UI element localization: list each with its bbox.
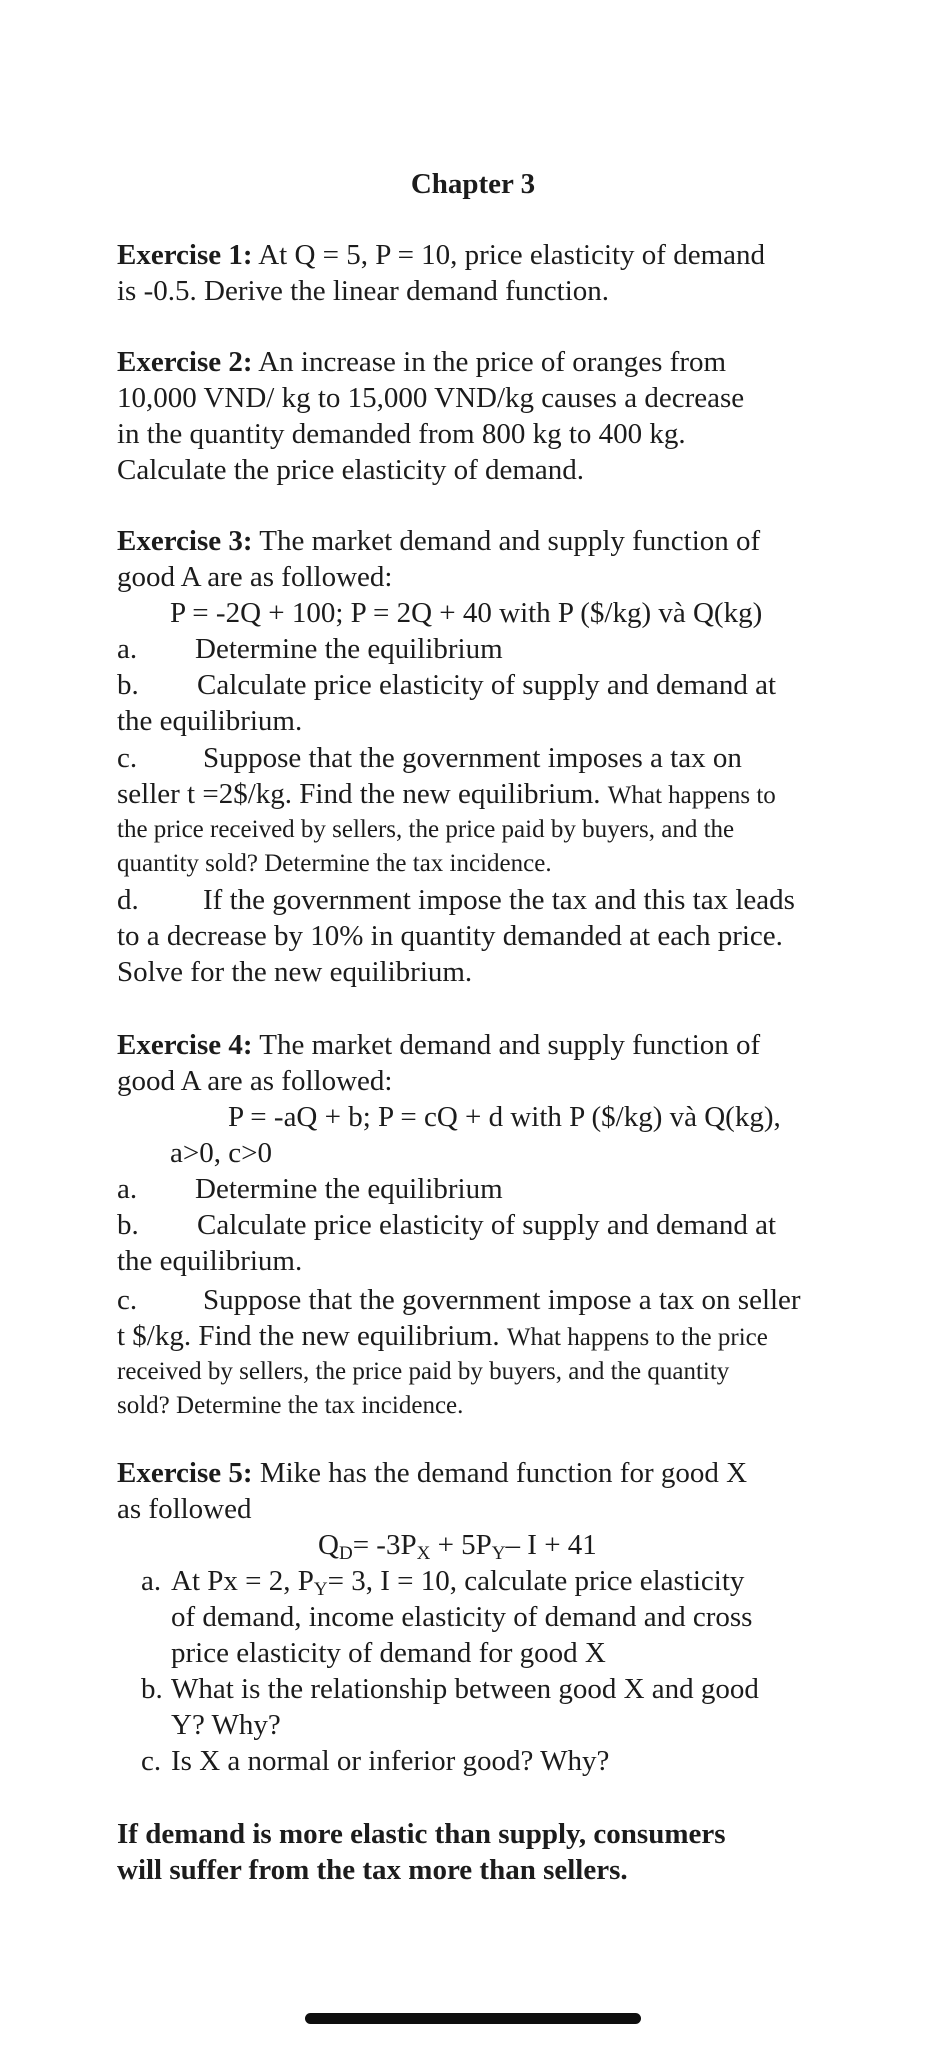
ex3-line-2: good A are as followed: bbox=[117, 561, 393, 593]
ex3-item-a: a. Determine the equilibrium bbox=[117, 633, 503, 665]
ex5-equation: $Q_D= -3P_X + 5P_Y-$ I + 41 bbox=[318, 1529, 597, 1564]
ex5-a-marker: a. bbox=[141, 1565, 162, 1597]
ex3-label: Exercise 3: bbox=[117, 525, 253, 557]
ex4-constraints: a>0, c>0 bbox=[170, 1137, 272, 1169]
ex3-item-c: c. Suppose that the government imposes a tax on bbox=[117, 742, 742, 774]
ex4-a-marker: a. bbox=[117, 1173, 138, 1205]
ex3-item-b-cont: the equilibrium. bbox=[117, 705, 303, 737]
ex4-b-marker: b. bbox=[117, 1209, 139, 1241]
ex5-item-a: a. At Px = 2, $P_Y= 3$, I = 10, calculate price elasticity bbox=[141, 1565, 745, 1600]
ex4-item-b-cont: the equilibrium. bbox=[117, 1245, 303, 1277]
ex4-line-1: Exercise 4: The market demand and supply function of bbox=[117, 1029, 761, 1061]
ex2-line-4: Calculate the price elasticity of demand. bbox=[117, 454, 585, 486]
ex5-item-a-line-2: of demand, income elasticity of demand and cross bbox=[171, 1601, 753, 1633]
ex3-item-d: d. If the government impose the tax and this tax leads bbox=[117, 884, 795, 916]
home-indicator-bar[interactable] bbox=[305, 2013, 641, 2024]
ex5-c-marker: c. bbox=[141, 1745, 162, 1777]
ex3-d-marker: d. bbox=[117, 884, 139, 916]
ex3-a-marker: a. bbox=[117, 633, 138, 665]
ex4-item-c: c. Suppose that the government impose a tax on seller bbox=[117, 1284, 801, 1316]
ex1-line-2: is -0.5. Derive the linear demand function. bbox=[117, 275, 610, 307]
ex1-line-1: Exercise 1: At Q = 5, P = 10, price elasticity of demand bbox=[117, 239, 766, 271]
ex3-c-marker: c. bbox=[117, 742, 138, 774]
ex3-equation: P = -2Q + 100; P = 2Q + 40 with P ($/kg) và Q(kg) bbox=[170, 597, 763, 629]
ex5-label: Exercise 5: bbox=[117, 1457, 253, 1489]
ex3-item-d-line-3: Solve for the new equilibrium. bbox=[117, 956, 473, 988]
ex3-item-c-line-3: the price received by sellers, the price paid by buyers, and the bbox=[117, 816, 735, 843]
note-line-2: will suffer from the tax more than sellers. bbox=[117, 1854, 628, 1886]
ex5-line-2: as followed bbox=[117, 1493, 252, 1525]
ex2-line-1: Exercise 2: An increase in the price of oranges from bbox=[117, 346, 727, 378]
ex4-c-marker: c. bbox=[117, 1284, 138, 1316]
ex5-line-1: Exercise 5: Mike has the demand function for good X bbox=[117, 1457, 748, 1489]
ex4-item-a: a. Determine the equilibrium bbox=[117, 1173, 503, 1205]
ex4-equation: P = -aQ + b; P = cQ + d with P ($/kg) và Q(kg), bbox=[228, 1101, 781, 1133]
ex3-item-c-line-2: seller t =2$/kg. Find the new equilibrium. What happens to bbox=[117, 778, 776, 810]
ex5-item-c: c. Is X a normal or inferior good? Why? bbox=[141, 1745, 610, 1777]
ex5-item-b-line-2: Y? Why? bbox=[171, 1709, 281, 1741]
ex4-line-2: good A are as followed: bbox=[117, 1065, 393, 1097]
ex4-item-c-line-2: t $/kg. Find the new equilibrium. What happens to the price bbox=[117, 1320, 768, 1352]
ex4-item-c-line-4: sold? Determine the tax incidence. bbox=[117, 1392, 464, 1419]
ex4-label: Exercise 4: bbox=[117, 1029, 253, 1061]
ex4-item-c-line-3: received by sellers, the price paid by buyers, and the quantity bbox=[117, 1358, 730, 1385]
ex2-line-2: 10,000 VND/ kg to 15,000 VND/kg causes a decrease bbox=[117, 382, 745, 414]
ex3-item-d-line-2: to a decrease by 10% in quantity demanded at each price. bbox=[117, 920, 783, 952]
ex3-b-marker: b. bbox=[117, 669, 139, 701]
ex5-b-marker: b. bbox=[141, 1673, 163, 1705]
ex3-item-b: b. Calculate price elasticity of supply and demand at bbox=[117, 669, 776, 701]
ex5-item-a-line-3: price elasticity of demand for good X bbox=[171, 1637, 606, 1669]
ex2-label: Exercise 2: bbox=[117, 346, 253, 378]
ex5-item-b: b. What is the relationship between good X and good bbox=[141, 1673, 759, 1705]
ex3-line-1: Exercise 3: The market demand and supply function of bbox=[117, 525, 761, 557]
ex4-item-b: b. Calculate price elasticity of supply and demand at bbox=[117, 1209, 776, 1241]
ex2-line-3: in the quantity demanded from 800 kg to 400 kg. bbox=[117, 418, 686, 450]
ex1-label: Exercise 1: bbox=[117, 239, 253, 271]
ex3-item-c-line-4: quantity sold? Determine the tax incidence. bbox=[117, 850, 552, 877]
chapter-title: Chapter 3 bbox=[410, 168, 536, 200]
note-line-1: If demand is more elastic than supply, consumers bbox=[117, 1818, 726, 1850]
